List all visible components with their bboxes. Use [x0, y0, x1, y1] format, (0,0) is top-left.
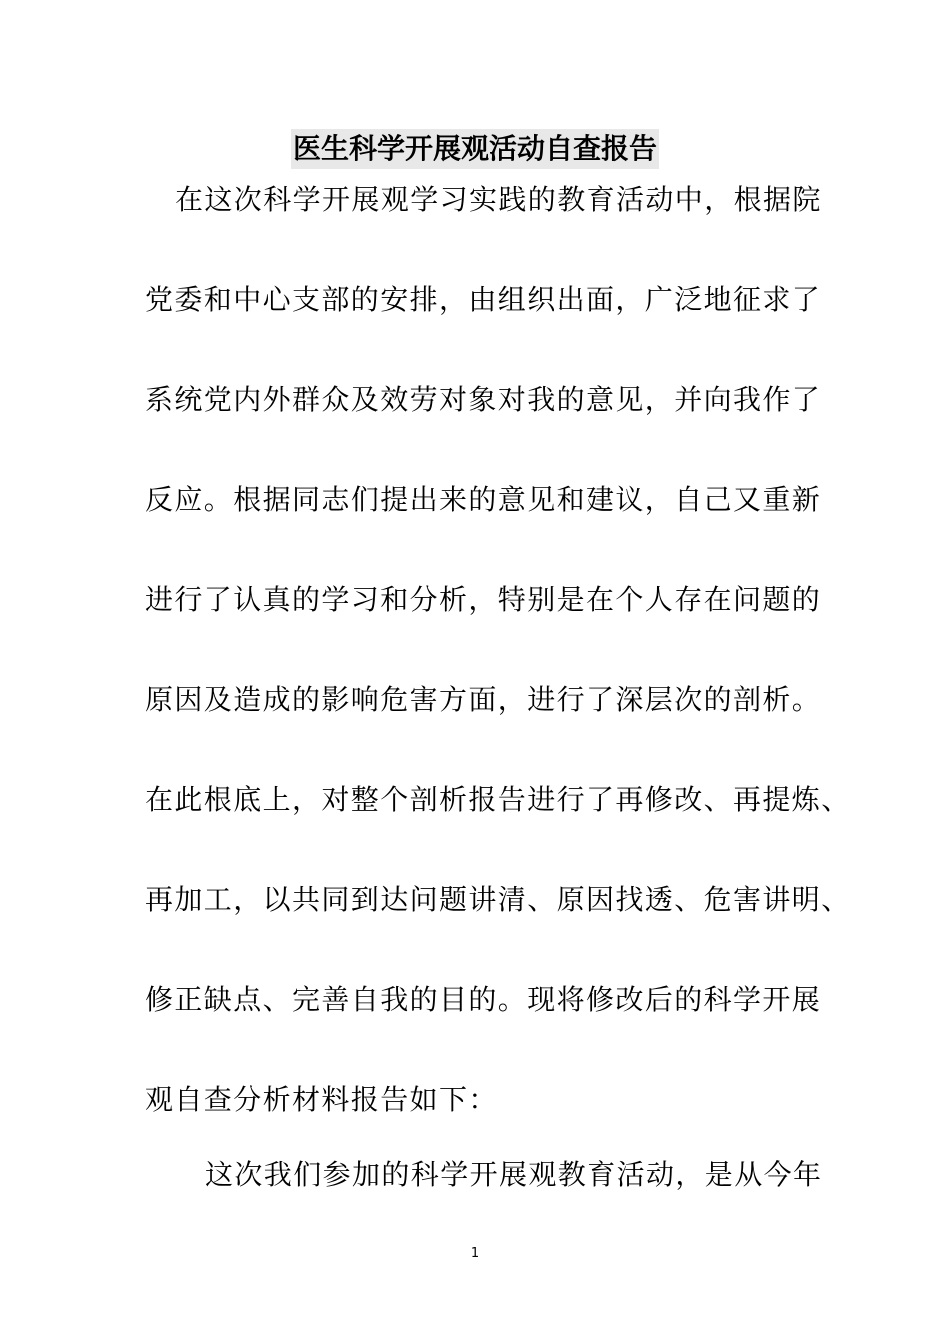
paragraph-line-10: 观自查分析材料报告如下：: [145, 1083, 498, 1116]
document-title: [0, 128, 950, 169]
document-title-text: 医生科学开展观活动自查报告: [291, 129, 659, 169]
paragraph-line-5: 进行了认真的学习和分析，特别是在个人存在问题的: [145, 583, 822, 616]
paragraph-line-9: 修正缺点、完善自我的目的。现将修改后的科学开展: [145, 983, 822, 1016]
paragraph-line-4: 反应。根据同志们提出来的意见和建议，自己又重新: [145, 483, 822, 516]
paragraph-line-7: 在此根底上，对整个剖析报告进行了再修改、再提炼、: [145, 783, 851, 816]
paragraph-line-11: 这次我们参加的科学开展观教育活动，是从今年: [205, 1158, 823, 1191]
paragraph-line-2: 党委和中心支部的安排，由组织出面，广泛地征求了: [145, 283, 822, 316]
paragraph-line-8: 再加工，以共同到达问题讲清、原因找透、危害讲明、: [145, 883, 851, 916]
paragraph-line-1: 在这次科学开展观学习实践的教育活动中，根据院: [175, 183, 822, 216]
paragraph-line-6: 原因及造成的影响危害方面，进行了深层次的剖析。: [145, 683, 822, 716]
page-number: 1: [470, 1246, 480, 1261]
paragraph-line-3: 系统党内外群众及效劳对象对我的意见，并向我作了: [145, 383, 822, 416]
